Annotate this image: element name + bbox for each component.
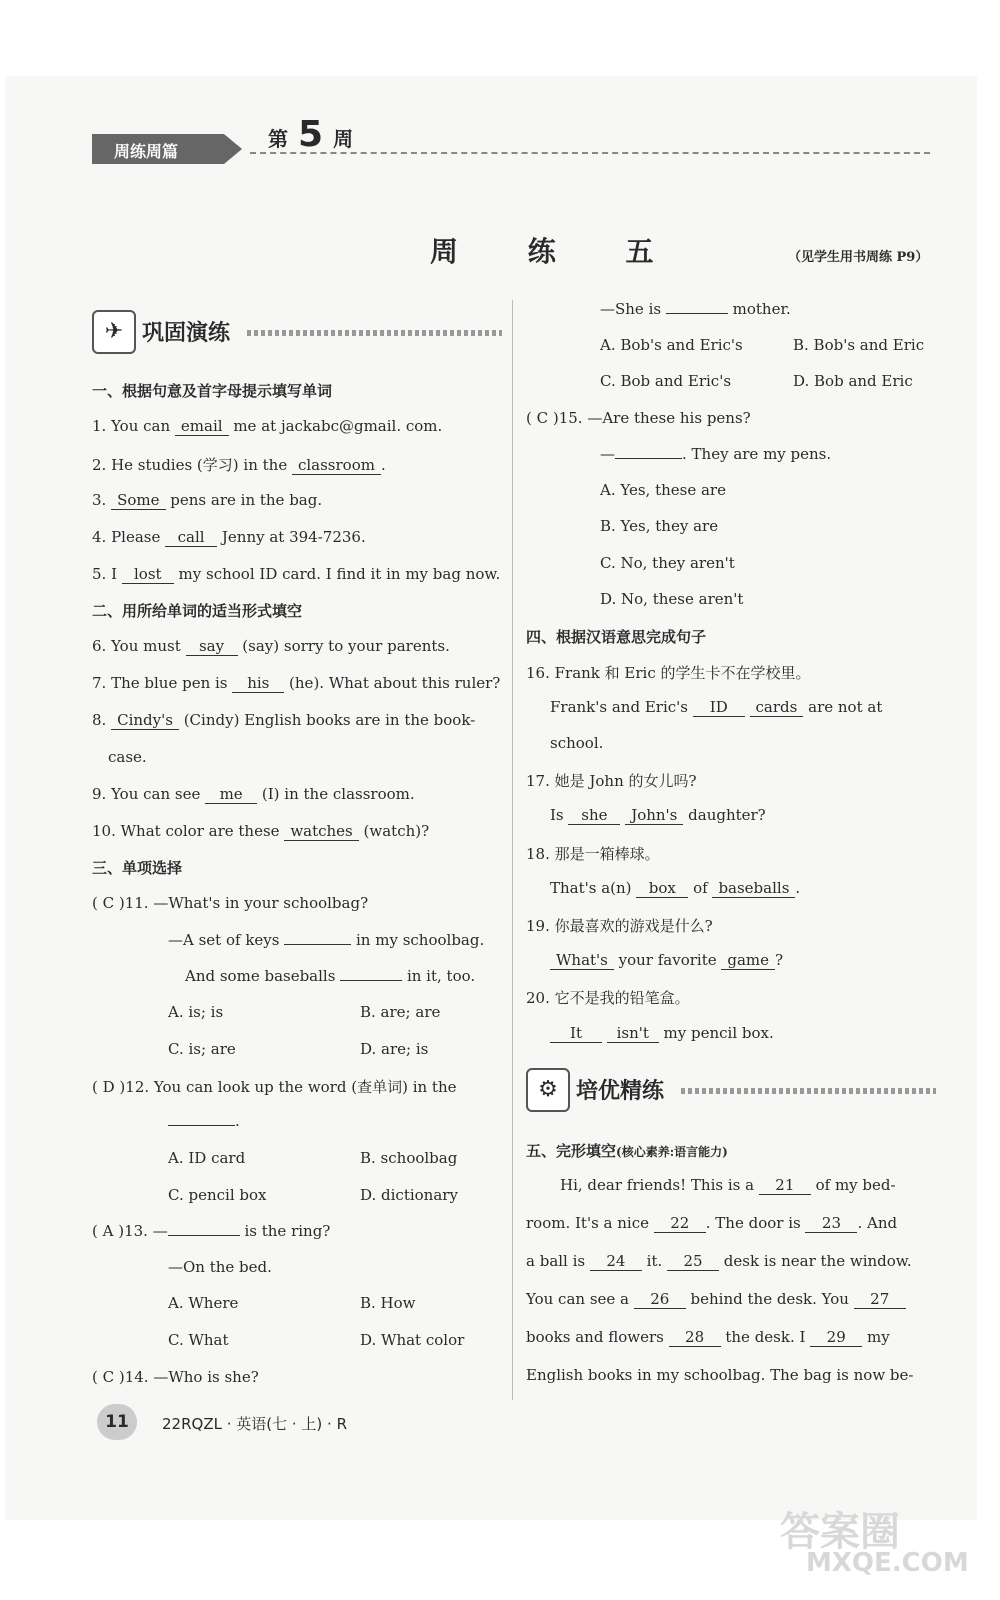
question-11-line3: And some baseballs in it, too.: [185, 967, 476, 985]
cloze-line-1: Hi, dear friends! This is a 21 of my bed-: [560, 1176, 896, 1194]
option-13-b: B. How: [360, 1294, 416, 1312]
question-14: ( C )14. —Who is she?: [92, 1368, 259, 1386]
cloze-line-2: room. It's a nice 22 . The door is 23 . And: [526, 1214, 898, 1232]
option-13-a: A. Where: [168, 1294, 239, 1312]
weekly-tag: [92, 134, 242, 164]
question-19-chinese: 19. 你最喜欢的游戏是什么?: [526, 917, 713, 935]
question-8-continued: case.: [108, 748, 147, 766]
week-number: 5: [298, 114, 324, 155]
section-stripe: [681, 1088, 936, 1094]
question-14-line2: —She is mother.: [600, 300, 791, 318]
question-20: It isn't my pencil box.: [550, 1024, 774, 1043]
cloze-line-4: You can see a 26 behind the desk. You 27: [526, 1290, 906, 1309]
option-15-d: D. No, these aren't: [600, 590, 744, 608]
question-12: ( D )12. You can look up the word (查单词) in the: [92, 1078, 457, 1096]
question-5: 5. I lost my school ID card. I find it in my bag now.: [92, 565, 501, 583]
question-16: Frank's and Eric's ID cards are not at: [550, 698, 883, 716]
option-13-c: C. What: [168, 1331, 229, 1349]
question-12-blank: .: [168, 1112, 240, 1130]
question-3: 3. Some pens are in the bag.: [92, 491, 323, 509]
option-12-d: D. dictionary: [360, 1186, 458, 1204]
option-14-d: D. Bob and Eric: [793, 372, 913, 390]
question-1: 1. You can email me at jackabc@gmail. com.: [92, 417, 443, 435]
section-label: 培优精练: [576, 1079, 665, 1104]
question-13-line2: —On the bed.: [168, 1258, 272, 1276]
question-4: 4. Please call Jenny at 394-7236.: [92, 528, 366, 546]
watermark-logo: 答案圈: [780, 1509, 900, 1555]
option-11-b: B. are; are: [360, 1003, 441, 1021]
option-11-a: A. is; is: [168, 1003, 224, 1021]
part3-heading: 三、单项选择: [92, 859, 183, 877]
question-8: 8. Cindy's (Cindy) English books are in the book-: [92, 711, 476, 729]
part4-heading: 四、根据汉语意思完成句子: [526, 628, 707, 646]
question-13: ( A )13. — is the ring?: [92, 1222, 331, 1240]
question-7: 7. The blue pen is his (he). What about this ruler?: [92, 674, 501, 692]
page-title: 周 练 五: [430, 235, 684, 268]
section-consolidation: [92, 310, 512, 352]
page-number: 11: [97, 1404, 137, 1440]
question-19: What's your favorite game ?: [550, 951, 783, 970]
question-16-chinese: 16. Frank 和 Eric 的学生卡不在学校里。: [526, 664, 811, 682]
week-post: 周: [333, 127, 354, 151]
header-divider: [250, 152, 930, 154]
option-12-a: A. ID card: [168, 1149, 246, 1167]
question-6: 6. You must say (say) sorry to your parents.: [92, 637, 450, 655]
week-heading: [268, 114, 353, 155]
question-9: 9. You can see me (I) in the classroom.: [92, 785, 415, 803]
question-20-chinese: 20. 它不是我的铅笔盒。: [526, 989, 690, 1007]
question-15: ( C )15. —Are these his pens?: [526, 409, 751, 427]
question-15-line2: — . They are my pens.: [600, 445, 832, 463]
option-15-b: B. Yes, they are: [600, 517, 719, 535]
cloze-line-3: a ball is 24 it. 25 desk is near the window.: [526, 1252, 912, 1270]
question-16-continued: school.: [550, 734, 604, 752]
option-12-c: C. pencil box: [168, 1186, 267, 1204]
section-advanced: [526, 1068, 946, 1110]
gear-icon: ⚙: [526, 1068, 570, 1112]
question-17: Is she John's daughter?: [550, 806, 766, 824]
cloze-line-6: English books in my schoolbag. The bag is now be-: [526, 1366, 914, 1384]
part2-heading: 二、用所给单词的适当形式填空: [92, 602, 303, 620]
question-10: 10. What color are these watches (watch)?: [92, 822, 430, 840]
option-11-c: C. is; are: [168, 1040, 236, 1058]
cloze-line-5: books and flowers 28 the desk. I 29 my: [526, 1328, 890, 1346]
watermark-url: MXQE.COM: [806, 1548, 969, 1578]
option-14-a: A. Bob's and Eric's: [600, 336, 743, 354]
part5-heading: 五、完形填空(核心素养:语言能力): [526, 1142, 728, 1160]
reference-note: （见学生用书周练 P9）: [788, 250, 929, 265]
question-18: That's a(n) box of baseballs .: [550, 879, 801, 897]
option-13-d: D. What color: [360, 1331, 465, 1349]
option-14-b: B. Bob's and Eric: [793, 336, 925, 354]
column-divider: [512, 300, 513, 1400]
section-label: 巩固演练: [142, 321, 231, 346]
rocket-icon: ✈: [92, 310, 136, 354]
option-11-d: D. are; is: [360, 1040, 429, 1058]
question-2: 2. He studies (学习) in the classroom .: [92, 456, 386, 474]
question-18-chinese: 18. 那是一箱棒球。: [526, 845, 660, 863]
option-15-a: A. Yes, these are: [600, 481, 726, 499]
weekly-tag-label: 周练周篇: [114, 142, 179, 161]
option-14-c: C. Bob and Eric's: [600, 372, 732, 390]
week-pre: 第: [268, 127, 288, 151]
question-11-line2: —A set of keys in my schoolbag.: [168, 931, 485, 949]
question-17-chinese: 17. 她是 John 的女儿吗?: [526, 772, 697, 790]
question-11: ( C )11. —What's in your schoolbag?: [92, 894, 369, 912]
option-12-b: B. schoolbag: [360, 1149, 458, 1167]
section-stripe: [247, 330, 502, 336]
part1-heading: 一、根据句意及首字母提示填写单词: [92, 382, 333, 400]
book-code: 22RQZL · 英语(七 · 上) · R: [162, 1415, 347, 1433]
option-15-c: C. No, they aren't: [600, 554, 735, 572]
